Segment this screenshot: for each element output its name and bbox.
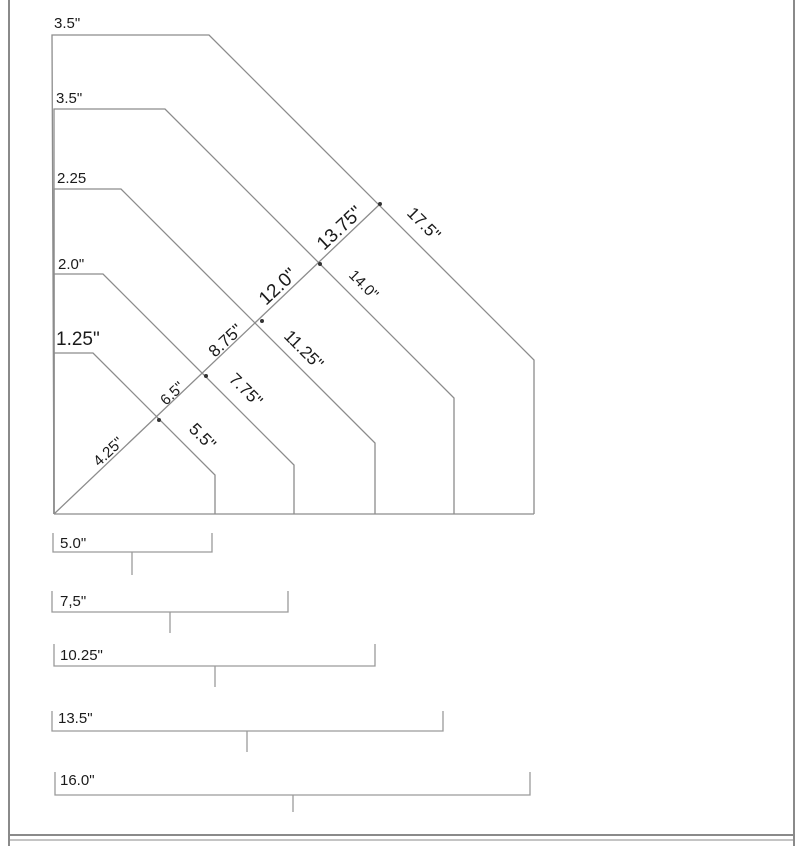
width-bracket-2 (52, 591, 288, 633)
edge-label-4: 14.0" (345, 266, 382, 304)
edge-label-2: 7.75" (225, 369, 267, 411)
width-bracket-4 (52, 710, 443, 752)
width-label-2: 7,5" (60, 593, 87, 610)
top-label-1: 1.25" (56, 329, 100, 350)
width-bracket-1 (53, 533, 212, 575)
diagonal-tick-5 (378, 202, 382, 206)
width-label-5: 16.0" (60, 772, 95, 789)
top-label-4: 3.5" (56, 90, 83, 107)
diag-label-4: 12.0" (255, 264, 302, 310)
diagonal-tick-2 (204, 374, 208, 378)
width-label-4: 13.5" (58, 710, 93, 727)
top-label-2: 2.0" (58, 256, 85, 273)
top-label-3: 2.25 (57, 170, 87, 187)
edge-label-3: 11.25" (280, 326, 328, 374)
edge-label-5: 17.5" (403, 203, 445, 245)
diag-label-1: 4.25" (90, 433, 127, 470)
diagonal-tick-3 (260, 319, 264, 323)
width-bracket-3 (54, 644, 375, 687)
width-bracket-5 (55, 772, 530, 812)
diag-label-5: 13.75" (313, 202, 368, 255)
width-label-1: 5.0" (60, 535, 87, 552)
diag-label-2: 6.5" (157, 378, 188, 409)
diagonal-tick-4 (318, 262, 322, 266)
diagonal-tick-1 (157, 418, 161, 422)
diag-label-3: 8.75" (204, 320, 247, 361)
edge-label-1: 5.5" (185, 419, 220, 454)
width-label-3: 10.25" (60, 647, 103, 664)
top-label-5: 3.5" (54, 15, 81, 32)
